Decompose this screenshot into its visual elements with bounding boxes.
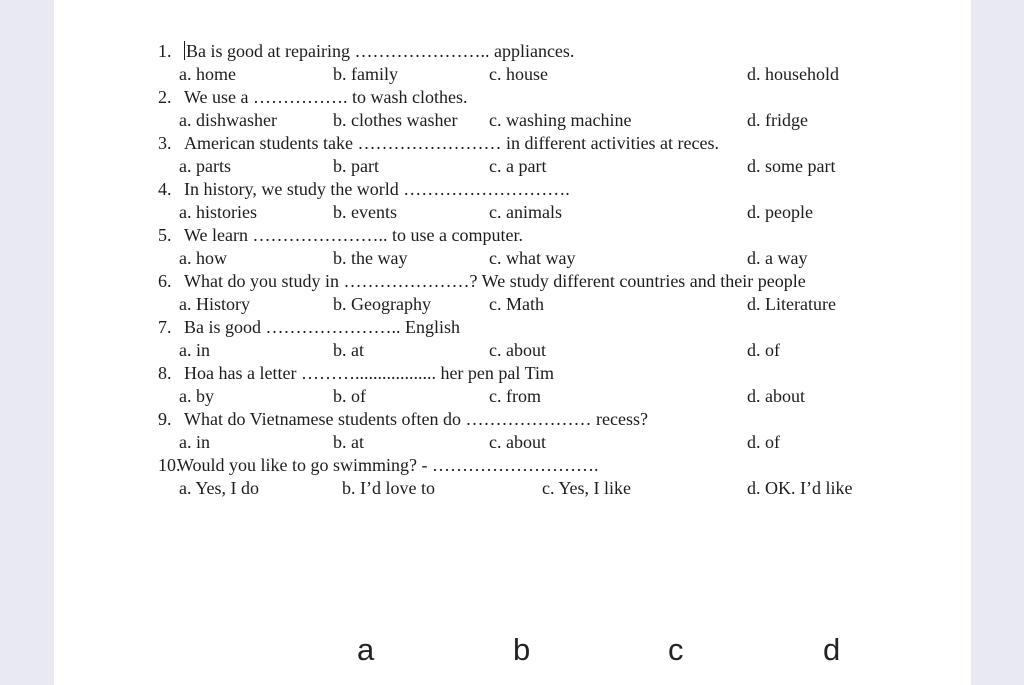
option-c[interactable]: c. Math xyxy=(489,294,544,314)
option-d[interactable]: d. fridge xyxy=(747,110,808,130)
option-d[interactable]: d. of xyxy=(747,432,780,452)
option-b[interactable]: b. at xyxy=(333,340,364,360)
worksheet-page xyxy=(54,0,971,685)
question-10 xyxy=(158,454,918,500)
question-text: What do Vietnamese students often do ………………… recess? xyxy=(184,409,648,429)
option-d[interactable]: d. household xyxy=(747,64,839,84)
answer-choice-d[interactable]: d xyxy=(823,632,841,667)
question-text: Ba is good at repairing ………………….. appliances. xyxy=(186,41,575,61)
question-text: In history, we study the world ………………………. xyxy=(184,179,570,199)
option-b[interactable]: b. of xyxy=(333,386,366,406)
option-d[interactable]: d. a way xyxy=(747,248,808,268)
question-text: American students take …………………… in different activities at reces. xyxy=(184,133,720,153)
question-text: Ba is good ………………….. English xyxy=(184,317,461,337)
option-b[interactable]: b. Geography xyxy=(333,294,431,314)
option-a[interactable]: a. how xyxy=(179,248,227,268)
question-6 xyxy=(158,270,918,316)
question-8 xyxy=(158,362,918,408)
question-text: Would you like to go swimming? - ………………………. xyxy=(177,455,599,475)
option-b[interactable]: b. I’d love to xyxy=(342,478,435,498)
option-b[interactable]: b. events xyxy=(333,202,397,222)
answer-choice-row xyxy=(54,630,971,670)
option-a[interactable]: a. by xyxy=(179,386,214,406)
option-d[interactable]: d. some part xyxy=(747,156,836,176)
option-b[interactable]: b. family xyxy=(333,64,398,84)
question-number: 5. xyxy=(158,225,172,245)
answer-choice-a[interactable]: a xyxy=(357,632,375,667)
option-c[interactable]: c. about xyxy=(489,432,546,452)
question-3 xyxy=(158,132,918,178)
option-b[interactable]: b. the way xyxy=(333,248,408,268)
question-text: Hoa has a letter ……….................. her pen pal Tim xyxy=(184,363,554,383)
option-a[interactable]: a. parts xyxy=(179,156,231,176)
question-number: 4. xyxy=(158,179,172,199)
option-c[interactable]: c. animals xyxy=(489,202,562,222)
option-d[interactable]: d. OK. I’d like xyxy=(747,478,853,498)
option-a[interactable]: a. in xyxy=(179,340,210,360)
option-a[interactable]: a. in xyxy=(179,432,210,452)
option-b[interactable]: b. part xyxy=(333,156,379,176)
question-5 xyxy=(158,224,918,270)
question-number: 1. xyxy=(158,41,172,61)
option-a[interactable]: a. dishwasher xyxy=(179,110,277,130)
question-text: We use a ……………. to wash clothes. xyxy=(184,87,468,107)
option-c[interactable]: c. about xyxy=(489,340,546,360)
question-text-wrapper xyxy=(184,40,574,63)
option-d[interactable]: d. of xyxy=(747,340,780,360)
option-d[interactable]: d. Literature xyxy=(747,294,836,314)
question-4 xyxy=(158,178,918,224)
option-d[interactable]: d. people xyxy=(747,202,813,222)
option-c[interactable]: c. a part xyxy=(489,156,547,176)
question-text: We learn ………………….. to use a computer. xyxy=(184,225,523,245)
question-number: 8. xyxy=(158,363,172,383)
question-7 xyxy=(158,316,918,362)
option-d[interactable]: d. about xyxy=(747,386,805,406)
answer-choice-c[interactable]: c xyxy=(668,632,684,667)
option-a[interactable]: a. History xyxy=(179,294,250,314)
option-c[interactable]: c. house xyxy=(489,64,548,84)
option-c[interactable]: c. Yes, I like xyxy=(542,478,631,498)
option-b[interactable]: b. clothes washer xyxy=(333,110,458,130)
option-c[interactable]: c. from xyxy=(489,386,541,406)
option-c[interactable]: c. what way xyxy=(489,248,576,268)
answer-choice-b[interactable]: b xyxy=(513,632,531,667)
question-list xyxy=(158,40,918,500)
question-2 xyxy=(158,86,918,132)
question-9 xyxy=(158,408,918,454)
question-number: 3. xyxy=(158,133,172,153)
option-b[interactable]: b. at xyxy=(333,432,364,452)
question-number: 9. xyxy=(158,409,172,429)
option-c[interactable]: c. washing machine xyxy=(489,110,632,130)
option-a[interactable]: a. histories xyxy=(179,202,257,222)
option-a[interactable]: a. Yes, I do xyxy=(179,478,260,498)
question-number: 2. xyxy=(158,87,172,107)
option-a[interactable]: a. home xyxy=(179,64,236,84)
question-number: 10. xyxy=(158,455,181,475)
question-text: What do you study in …………………? We study different countries and their people xyxy=(184,271,806,291)
question-number: 7. xyxy=(158,317,172,337)
text-cursor xyxy=(184,41,185,60)
question-number: 6. xyxy=(158,271,172,291)
question-1 xyxy=(158,40,918,86)
